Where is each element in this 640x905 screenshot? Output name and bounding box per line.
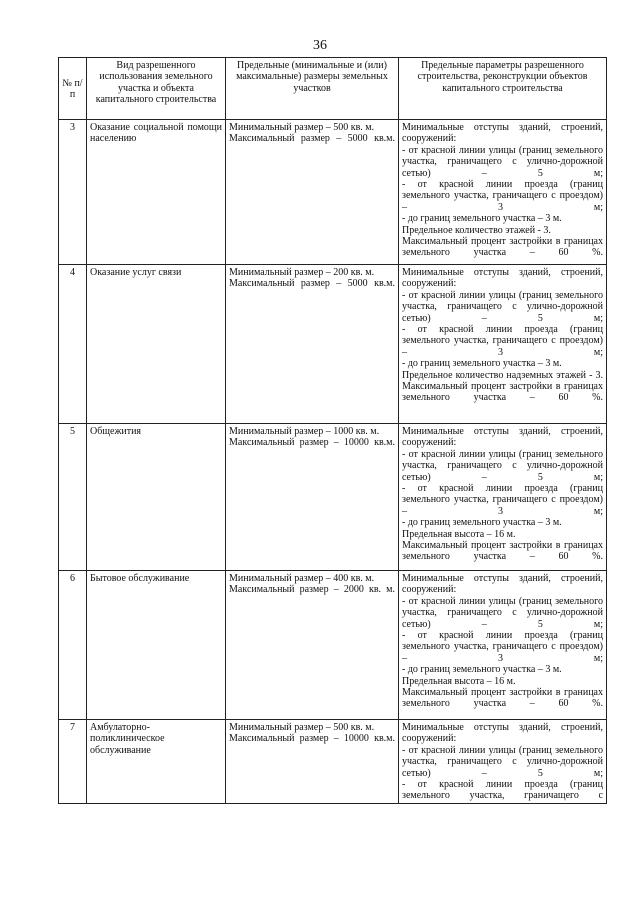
param-line: - от красной линии проезда (границ земельного участка, граничащего с проездом) – 3 м; [402, 630, 603, 664]
max-size: Максимальный размер – 10000 кв.м. [229, 437, 395, 449]
build-params [399, 571, 607, 720]
param-line: Максимальный процент застройки в границах земельного участка – 60 %. [402, 381, 603, 404]
param-line: - от красной линии проезда (границ земельного участка, граничащего с проездом) – 3 м; [402, 179, 603, 213]
plot-size [226, 120, 399, 265]
plot-size [226, 720, 399, 804]
use-type: Общежития [87, 424, 226, 571]
plot-size [226, 265, 399, 424]
param-line: - до границ земельного участка – 3 м. [402, 664, 562, 676]
header-plot-size: Предельные (минимальные и (или) максимальные) размеры земельных участков [226, 58, 399, 120]
param-line: Минимальные отступы зданий, строений, сооружений: [402, 573, 603, 596]
build-params [399, 120, 607, 265]
max-size: Максимальный размер – 10000 кв.м. [229, 733, 395, 745]
param-line: - от красной линии улицы (границ земельного участка, граничащего с улично-дорожной сетью) – 5 м; [402, 744, 603, 779]
param-line: Предельная высота – 16 м. [402, 528, 516, 540]
use-type: Оказание услуг связи [87, 265, 226, 424]
param-line: - до границ земельного участка – 3 м. [402, 213, 562, 225]
regulations-table [58, 57, 607, 804]
param-line: - до границ земельного участка – 3 м. [402, 517, 562, 529]
header-build-params: Предельные параметры разрешенного строительства, реконструкции объектов капитального строительства [399, 58, 607, 120]
table-row [59, 424, 607, 571]
param-line: Максимальный процент застройки в границах земельного участка – 60 %. [402, 687, 603, 710]
page-number: 36 [313, 38, 327, 53]
use-type: Оказание социальной помощи населению [87, 120, 226, 265]
header-use-type: Вид разрешенного использования земельного участка и объекта капитального строительства [87, 58, 226, 120]
param-line: - от красной линии проезда (границ земельного участка, граничащего с проездом) – 3 м; [402, 324, 603, 358]
param-line: - от красной линии проезда (границ земельного участка, граничащего с [402, 779, 603, 802]
param-line: - от красной линии улицы (границ земельного участка, граничащего с улично-дорожной сетью) – 5 м; [402, 144, 603, 179]
param-line: - от красной линии улицы (границ земельного участка, граничащего с улично-дорожной сетью) – 5 м; [402, 448, 603, 483]
row-number: 3 [59, 120, 87, 265]
param-line: - от красной линии улицы (границ земельного участка, граничащего с улично-дорожной сетью) – 5 м; [402, 289, 603, 324]
min-size: Минимальный размер – 500 кв. м. [229, 122, 375, 133]
build-params [399, 424, 607, 571]
row-number: 5 [59, 424, 87, 571]
min-size: Минимальный размер – 1000 кв. м. [229, 426, 380, 437]
table-row [59, 571, 607, 720]
table-header-row [59, 58, 607, 120]
build-params [399, 265, 607, 424]
param-line: Минимальные отступы зданий, строений, сооружений: [402, 722, 603, 745]
param-line: Максимальный процент застройки в границах земельного участка – 60 %. [402, 540, 603, 563]
min-size: Минимальный размер – 200 кв. м. [229, 267, 375, 278]
max-size: Максимальный размер – 5000 кв.м. [229, 133, 395, 145]
table-row [59, 120, 607, 265]
use-type: Бытовое обслуживание [87, 571, 226, 720]
row-number: 6 [59, 571, 87, 720]
param-line: Минимальные отступы зданий, строений, сооружений: [402, 267, 603, 290]
param-line: Предельное количество надземных этажей - 3. [402, 369, 603, 381]
param-line: - от красной линии улицы (границ земельного участка, граничащего с улично-дорожной сетью) – 5 м; [402, 595, 603, 630]
param-line: - до границ земельного участка – 3 м. [402, 358, 562, 370]
param-line: Предельное количество этажей - 3. [402, 224, 551, 236]
min-size: Минимальный размер – 500 кв. м. [229, 722, 375, 733]
min-size: Минимальный размер – 400 кв. м. [229, 573, 375, 584]
use-type: Амбулаторно-поликлиническое обслуживание [87, 720, 226, 804]
table-row [59, 265, 607, 424]
table-row [59, 720, 607, 804]
param-line: Минимальные отступы зданий, строений, сооружений: [402, 122, 603, 145]
param-line: Предельная высота – 16 м. [402, 675, 516, 687]
row-number: 4 [59, 265, 87, 424]
plot-size [226, 571, 399, 720]
param-line: Максимальный процент застройки в границах земельного участка – 60 %. [402, 236, 603, 259]
header-number: № п/п [59, 58, 87, 120]
max-size: Максимальный размер – 5000 кв.м. [229, 278, 395, 290]
param-line: - от красной линии проезда (границ земельного участка, граничащего с проездом) – 3 м; [402, 483, 603, 517]
param-line: Минимальные отступы зданий, строений, сооружений: [402, 426, 603, 449]
build-params [399, 720, 607, 804]
max-size: Максимальный размер – 2000 кв. м. [229, 584, 395, 596]
row-number: 7 [59, 720, 87, 804]
plot-size [226, 424, 399, 571]
